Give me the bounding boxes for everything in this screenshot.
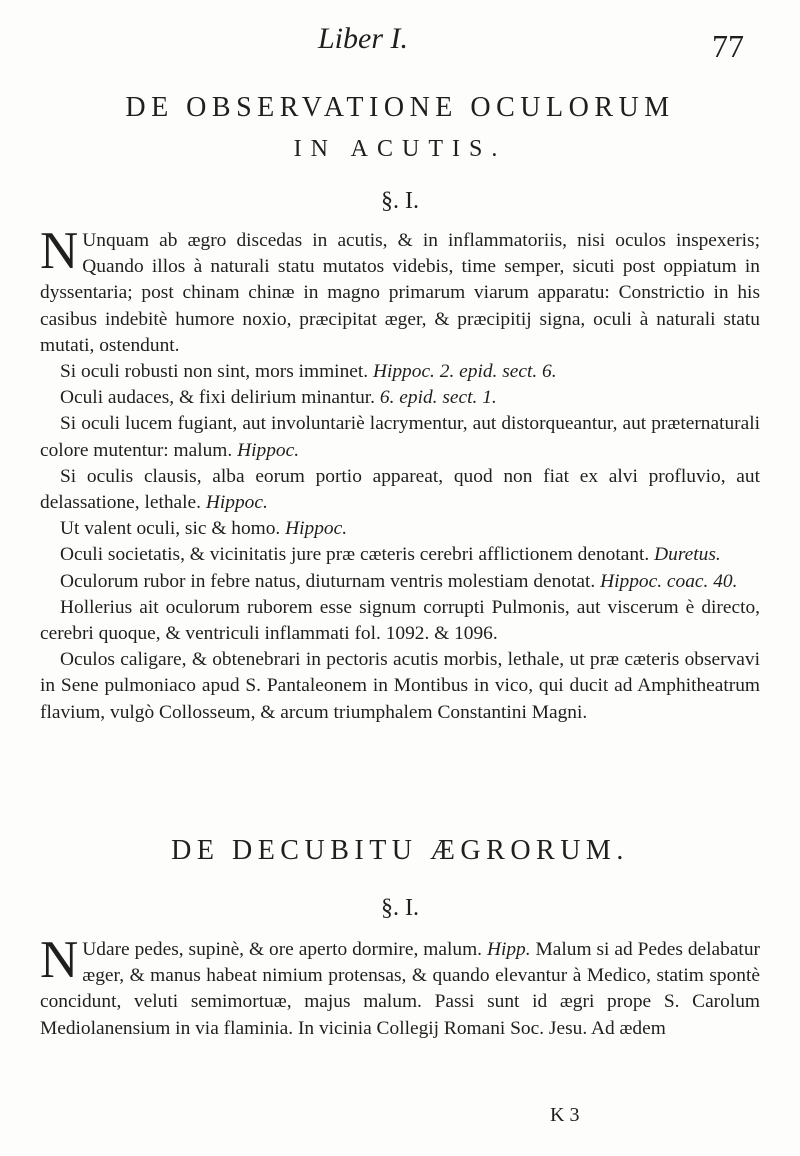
citation: Hippoc. [237, 439, 300, 461]
running-head [0, 20, 800, 64]
citation: Hippoc. 2. epid. sect. 6. [372, 361, 557, 383]
citation: Hippoc. [205, 492, 268, 514]
section-mark-1: §. I. [381, 188, 419, 214]
paragraph [40, 359, 760, 385]
paragraph-text: Oculorum rubor in febre natus, diuturnam ventris molestiam denotat. [60, 570, 596, 592]
paragraph [40, 411, 760, 463]
observatione-text [40, 222, 760, 726]
signature-mark: K 3 [550, 1104, 580, 1126]
running-title: Liber I. [318, 22, 408, 55]
paragraph-text: Hollerius ait oculorum ruborem esse signum corrupti Pulmonis, aut viscerum è directo, cerebri quoque, & ventriculi inflammati fol. 1092. & 1096. [40, 596, 760, 645]
section-heading-observatione: DE OBSERVATIONE OCULORUM [125, 92, 675, 123]
section-heading-decubitu: DE DECUBITU ÆGRORUM. [171, 835, 629, 866]
paragraph-text: Oculi audaces, & fixi delirium minantur. [60, 387, 376, 409]
drop-cap: N [40, 931, 79, 989]
paragraph [40, 222, 760, 359]
page-number: 77 [712, 28, 744, 64]
paragraph-text: Udare pedes, supinè, & ore aperto dormire, malum. [82, 939, 482, 960]
paragraph [40, 595, 760, 647]
paragraph-text: Oculi societatis, & vicinitatis jure præ cæteris cerebri afflictionem denotant. [60, 544, 650, 566]
citation: Hippoc. coac. 40. [600, 570, 738, 592]
paragraph-text: Malum si ad Pedes delabatur æger, & manus habeat nimium protensas, & quando elevantur à Medico, statim spontè concidunt, veluti semimortuæ, majus malum. Passi sunt id ægri prope S. Carolum Mediolanensium in via flaminia. In vicinia Collegij Romani Soc. Jesu. Ad ædem [40, 939, 760, 1039]
paragraph [40, 385, 760, 411]
citation: 6. epid. sect. 1. [379, 387, 497, 409]
citation: Hipp. [486, 939, 531, 960]
drop-cap: N [40, 222, 79, 280]
paragraph [40, 931, 760, 1042]
section-subheading-acutis: IN ACUTIS. [293, 136, 507, 162]
paragraph [40, 569, 760, 595]
paragraph [40, 464, 760, 516]
paragraph-text: Oculos caligare, & obtenebrari in pectoris acutis morbis, lethale, ut præ cæteris observavi in Sene pulmoniaco apud S. Pantaleonem in Montibus in vico, qui ducit ad Amphitheatrum flavium, vulgò Collosseum, & arcum triumphalem Constantini Magni. [40, 649, 760, 723]
paragraph-text: Ut valent oculi, sic & homo. [60, 518, 281, 540]
paragraph [40, 542, 760, 568]
section-mark-2: §. I. [381, 895, 419, 921]
citation: Hippoc. [285, 518, 348, 540]
decubitu-text [40, 931, 760, 1042]
paragraph-text: Unquam ab ægro discedas in acutis, & in inflammatoriis, nisi oculos inspexeris; Quando illos à naturali statu mutatos videbis, time semper, sicuti post oppiatum in dyssentaria; post chinam chinæ in magno primarum viarum apparatu: Constrictio in his casibus indebitè humore noxio, præcipitat æger, & præcipitij signa, oculi à naturali statu mutati, ostendunt. [40, 230, 760, 356]
paragraph [40, 516, 760, 542]
paragraph-text: Si oculi robusti non sint, mors imminet. [60, 361, 369, 383]
paragraph-text: Si oculi lucem fugiant, aut involuntariè lacrymentur, aut distorqueantur, aut præternaturali colore mutentur: malum. [40, 413, 760, 461]
paragraph-text: Si oculis clausis, alba eorum portio appareat, quod non fiat ex alvi profluvio, aut delassatione, lethale. [40, 465, 760, 514]
paragraph [40, 647, 760, 726]
citation: Duretus. [654, 544, 721, 566]
